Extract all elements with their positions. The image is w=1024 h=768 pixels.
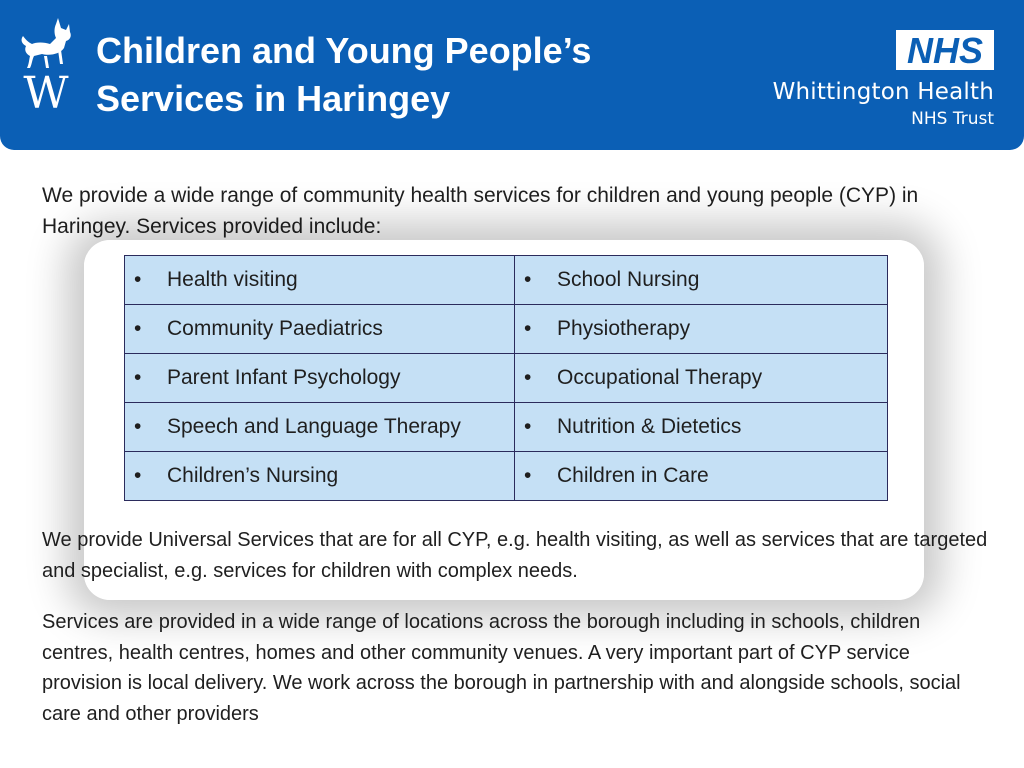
service-name: Physiotherapy [557, 317, 691, 340]
page-title [96, 27, 696, 123]
bullet-icon: • [134, 464, 142, 487]
nhs-logo [896, 30, 994, 70]
table-row [125, 403, 888, 452]
service-name: Children’s Nursing [167, 464, 339, 487]
bullet-icon: • [524, 268, 532, 291]
bullet-icon: • [524, 415, 532, 438]
service-cell [515, 403, 888, 452]
bullet-icon: • [134, 317, 142, 340]
service-cell [515, 354, 888, 403]
org-subtitle: NHS Trust [911, 109, 994, 129]
service-name: Health visiting [167, 268, 298, 291]
service-cell [125, 305, 515, 354]
nhs-logo-text: NHS [906, 30, 984, 70]
service-cell [125, 452, 515, 501]
service-name: Children in Care [557, 464, 709, 487]
bullet-icon: • [134, 415, 142, 438]
service-name: Community Paediatrics [167, 317, 383, 340]
cat-crest-logo [14, 16, 78, 116]
service-name: Nutrition & Dietetics [557, 415, 742, 438]
service-cell [515, 305, 888, 354]
bullet-icon: • [134, 366, 142, 389]
bullet-icon: • [524, 366, 532, 389]
service-name: Speech and Language Therapy [167, 415, 461, 438]
table-row [125, 452, 888, 501]
title-line-2: Services in Haringey [96, 78, 451, 119]
locations-paragraph: Services are provided in a wide range of locations across the borough including in schools, children centres, health centres, homes and other community venues. A very important part of CYP service provision is local delivery. We work across the borough in partnership with and alongside schools, social care and other providers [42, 611, 961, 725]
bullet-icon: • [134, 268, 142, 291]
service-cell [125, 256, 515, 305]
title-line-1: Children and Young People’s [96, 30, 592, 71]
bullet-icon: • [524, 317, 532, 340]
service-cell [515, 256, 888, 305]
intro-paragraph: We provide a wide range of community health services for children and young people (CYP) in Haringey. Services provided include: [42, 184, 919, 238]
table-row [125, 256, 888, 305]
service-cell [125, 403, 515, 452]
service-cell [515, 452, 888, 501]
universal-services-paragraph: We provide Universal Services that are for all CYP, e.g. health visiting, as well as services that are targeted and specialist, e.g. services for children with complex needs. [42, 529, 988, 582]
service-name: Parent Infant Psychology [167, 366, 401, 389]
header-banner [0, 0, 1024, 150]
services-table [124, 255, 888, 501]
crest-letter: W [23, 68, 69, 116]
table-row [125, 354, 888, 403]
table-row [125, 305, 888, 354]
org-name: Whittington Health [772, 79, 994, 105]
service-name: Occupational Therapy [557, 366, 763, 389]
service-name: School Nursing [557, 268, 700, 291]
service-cell [125, 354, 515, 403]
bullet-icon: • [524, 464, 532, 487]
